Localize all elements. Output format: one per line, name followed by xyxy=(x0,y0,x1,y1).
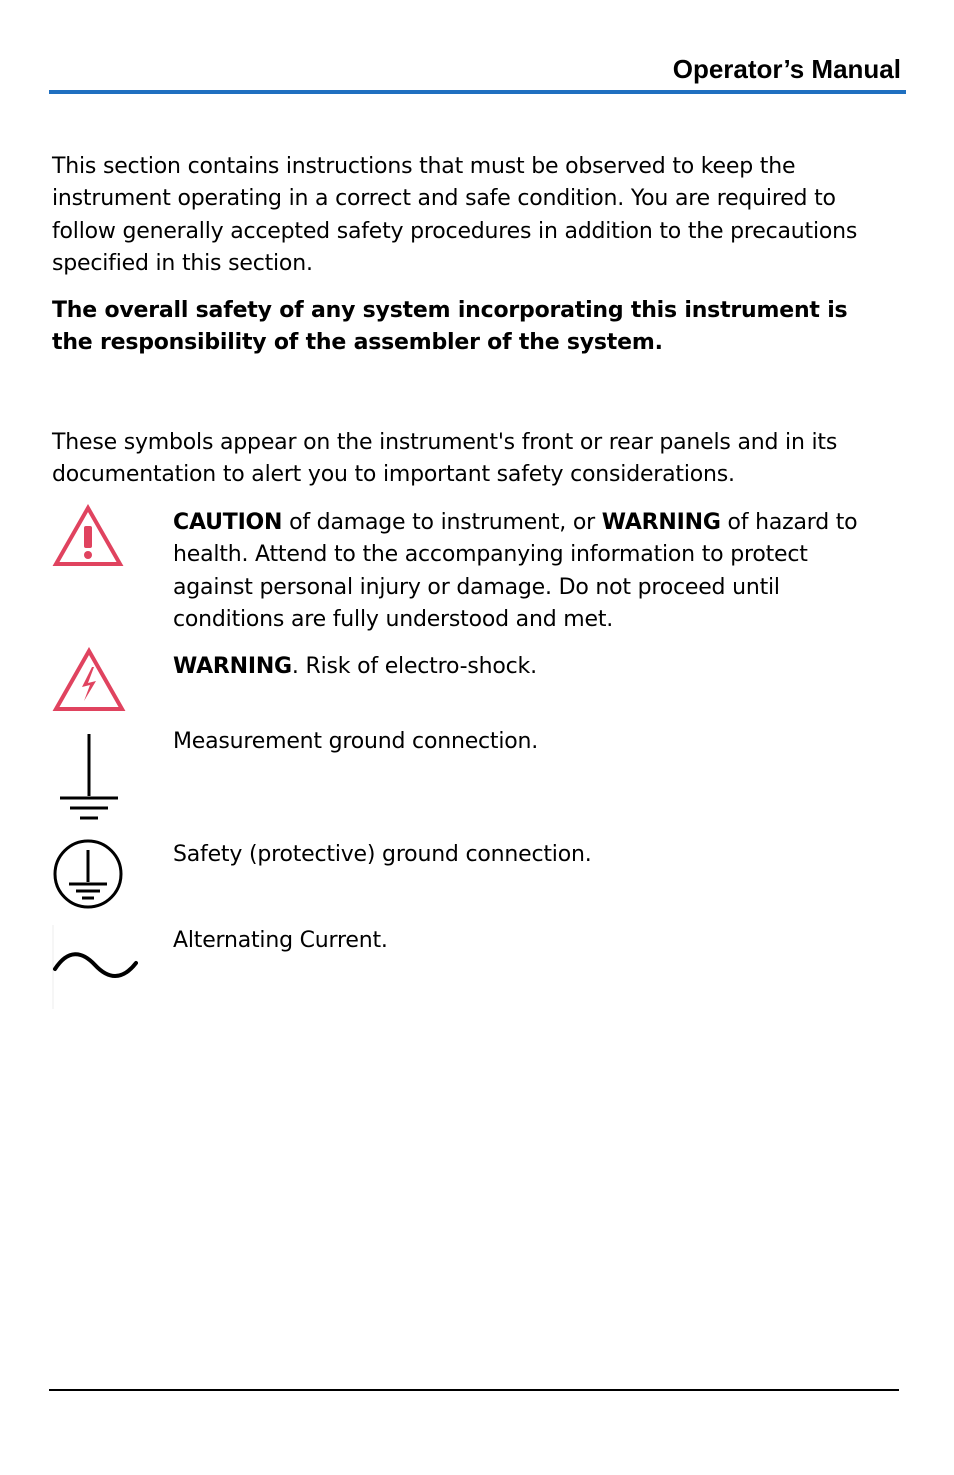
caution-text-mid: of damage to instrument, or xyxy=(282,510,602,535)
header-divider xyxy=(49,90,906,94)
electro-shock-text: . Risk of electro-shock. xyxy=(291,654,537,679)
electro-shock-description xyxy=(173,651,873,683)
safety-responsibility-note: The overall safety of any system incorporating this instrument is the responsibility of the assembler of the system. xyxy=(52,298,848,356)
caution-triangle-icon xyxy=(52,504,124,572)
intro-paragraph: This section contains instructions that must be observed to keep the instrument operating in a correct and safe condition. You are required to follow generally accepted safety procedures in addition to the precautions specified in this section. xyxy=(52,154,858,276)
caution-text-rest: of hazard to health. Attend to the accompanying information to protect against personal injury or damage. Do not proceed until conditions are fully understood and met. xyxy=(173,510,858,632)
protective-ground-icon xyxy=(52,838,126,916)
warning-label: WARNING xyxy=(601,510,721,535)
measurement-ground-description: Measurement ground connection. xyxy=(173,729,539,754)
alternating-current-description: Alternating Current. xyxy=(173,928,388,953)
page-header-title: Operator’s Manual xyxy=(672,54,901,84)
alternating-current-icon xyxy=(52,925,138,1013)
electro-shock-warning-label: WARNING xyxy=(173,654,292,679)
symbols-intro-paragraph: These symbols appear on the instrument's front or rear panels and in its documentation to alert you to important safety considerations. xyxy=(52,430,838,488)
protective-ground-description: Safety (protective) ground connection. xyxy=(173,842,592,867)
measurement-ground-icon xyxy=(52,730,126,826)
caution-label: CAUTION xyxy=(173,510,283,535)
electric-shock-triangle-icon xyxy=(52,647,126,717)
caution-description xyxy=(173,507,873,636)
footer-divider xyxy=(49,1389,899,1391)
